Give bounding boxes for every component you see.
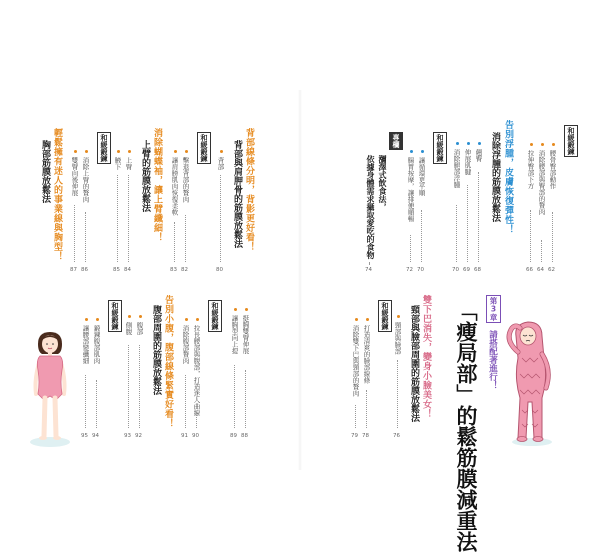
bullet-dot [85,150,88,153]
section-tagline: 告別小腹，腹部線條緊實好看！ [163,295,173,428]
chapter-note: 請搭配著進行！ [487,330,498,390]
page-number: 72 [406,267,413,273]
section-heading-box: 和緩鍛鍊 [208,300,222,332]
bullet-dot [366,318,369,321]
leader-dots [185,375,186,428]
bullet-dot [196,318,199,321]
page-number: 70 [417,267,424,273]
bullet-dot [421,150,424,153]
page-number: 88 [241,433,248,439]
leader-dots [85,212,86,262]
toc-item-label: 挺胸雙臂伸展 [241,315,250,354]
toc-item-label: 擊退背部的贅肉 [181,157,190,203]
section-title: 上臂的筋膜放鬆法 [140,140,150,212]
page-number: 91 [181,433,188,439]
bullet-dot [410,150,413,153]
page-number: 76 [393,433,400,439]
page-number: 64 [537,267,544,273]
woman-headache-illustration [498,318,562,450]
page-number: 90 [192,433,199,439]
section-heading-box: 和緩鍛鍊 [564,125,578,157]
bullet-dot [96,318,99,321]
toc-item-label: 消除腿部浮腫 [452,149,461,188]
leader-dots [174,222,175,262]
bullet-dot [185,318,188,321]
page-number: 82 [181,267,188,273]
bullet-dot [117,150,120,153]
leader-dots [421,210,422,262]
toc-item-label: 雙臂向後伸展 [70,157,79,196]
bullet-dot [355,318,358,321]
leader-dots [128,345,129,428]
bullet-dot [139,315,142,318]
section-heading-box: 和緩鍛鍊 [97,132,111,164]
leader-dots [530,210,531,262]
bullet-dot [245,308,248,311]
toc-item-label: 消除雙下巴與頸部的贅肉 [351,325,360,397]
bullet-dot [234,308,237,311]
leader-dots [196,412,197,428]
bullet-dot [74,150,77,153]
bullet-dot [128,315,131,318]
section-heading-box: 和緩鍛鍊 [108,300,122,332]
section-title: 頸部與臉部周圍的筋膜放鬆法 [409,305,419,422]
toc-item-label: 讓腰部變纖細 [81,325,90,364]
bullet-dot [541,143,544,146]
toc-item-label: 翹臀 [474,149,483,162]
toc-item-label: 消除腹部贅肉 [181,325,190,364]
toc-item-label: 腹部 [135,322,144,335]
page-number: 85 [113,267,120,273]
page-number: 83 [170,267,177,273]
leader-dots [85,375,86,428]
leader-dots [74,205,75,262]
leader-dots [397,360,398,428]
page-number: 92 [135,433,142,439]
section-title: 消除浮腫的筋膜放鬆法 [490,132,500,222]
toc-item-label: 消除上臂的贅肉 [81,157,90,203]
toc-item-label: 讓肩膀肌肉恢復柔軟 [170,157,179,216]
page-number: 69 [463,267,470,273]
leader-dots [366,390,367,428]
bullet-dot [397,315,400,318]
bullet-dot [530,143,533,146]
page-number: 70 [452,267,459,273]
bullet-dot [174,150,177,153]
section-heading-box: 和緩鍛鍊 [197,132,211,164]
toc-item-label: 消除腰部與臀部的贅肉 [537,150,546,215]
toc-item-label: 背部 [216,157,225,170]
page-number: 86 [81,267,88,273]
section-title: 胸部筋膜放鬆法 [40,140,50,203]
toc-item-label: 鍛鍊腹部肌肉 [92,325,101,364]
page-number: 84 [124,267,131,273]
leader-dots [117,175,118,262]
section-tagline: 背部線條分明，背影更好看！ [244,128,254,252]
leader-dots [410,235,411,262]
bullet-dot [467,142,470,145]
section-tagline: 雙下巴消失，變身小臉美女！ [421,295,431,419]
page-gutter [298,90,302,470]
leader-dots [467,185,468,262]
toc-item-label: 打造清爽的臉部線條 [362,325,371,384]
page-number: 95 [81,433,88,439]
toc-item-label: 上臂 [124,157,133,170]
toc-item-label: 側腹 [124,322,133,335]
page-number: 89 [230,433,237,439]
leader-dots [220,175,221,262]
toc-item-label: 讓循環更平順 [417,157,426,196]
woman-standing-illustration [22,330,78,450]
leader-dots [541,240,542,262]
leader-dots [139,345,140,428]
leader-dots [245,370,246,428]
page-number: 94 [92,433,99,439]
toc-item-label: 拉長腰部與腹部，打造迷人曲線 [192,325,201,416]
section-heading-box: 和緩鍛鍊 [433,132,447,164]
leader-dots [478,172,479,262]
toc-item-label: 伸展肌腱 [463,149,472,175]
page-number: 68 [474,267,481,273]
column-title-line-1: 瀰澤式飲食法， [378,155,387,211]
leader-dots [185,215,186,262]
page-number: 87 [70,267,77,273]
column-title-line-2: 依據身體需求攝取愛吃的食物 [366,155,375,259]
page-number: 80 [216,267,223,273]
section-tagline: 輕鬆擁有迷人的事業線與胸型！ [52,128,62,261]
page-number: 78 [362,433,369,439]
bullet-dot [456,142,459,145]
leader-dots [456,205,457,262]
page-number: 62 [548,267,555,273]
toc-item-label: 腋下 [113,157,122,170]
toc-item-label: 拉伸臀部下方 [526,150,535,189]
chapter-number-box: 第3章 [486,295,501,323]
bullet-dot [478,142,481,145]
leader-dots [128,175,129,262]
toc-item-label: 頸部與臉部 [393,322,402,355]
section-tagline: 告別浮腫，皮膚恢復彈性！ [503,120,513,234]
section-tagline: 消除蝴蝶袖，讓上臂纖細！ [152,128,162,242]
page-number: 93 [124,433,131,439]
leader-dots [234,365,235,428]
page-number: 74 [365,267,372,273]
section-title: 背部與肩胛骨的筋膜放鬆法 [232,140,242,248]
toc-item-label: 讓胸型向上提 [230,315,239,354]
bullet-dot [85,318,88,321]
leader-dots [355,405,356,428]
page-number: 79 [351,433,358,439]
leader-dots [96,380,97,428]
bullet-dot [552,143,555,146]
section-heading-box: 和緩鍛鍊 [378,300,392,332]
toc-item-label: 腰骨臀部動作 [548,150,557,189]
bullet-dot [128,150,131,153]
leader-dots [552,212,553,262]
leader-dots [369,262,370,264]
toc-item-label: 腸胃按摩，讓排便順暢 [406,157,415,222]
bullet-dot [185,150,188,153]
column-label-box: 專欄 [389,132,403,150]
bullet-dot [220,150,223,153]
page-number: 66 [526,267,533,273]
section-title: 腹部周圍的筋膜放鬆法 [151,305,161,395]
chapter-title: 「瘦局部」的鬆筋膜減重法 [454,300,478,552]
